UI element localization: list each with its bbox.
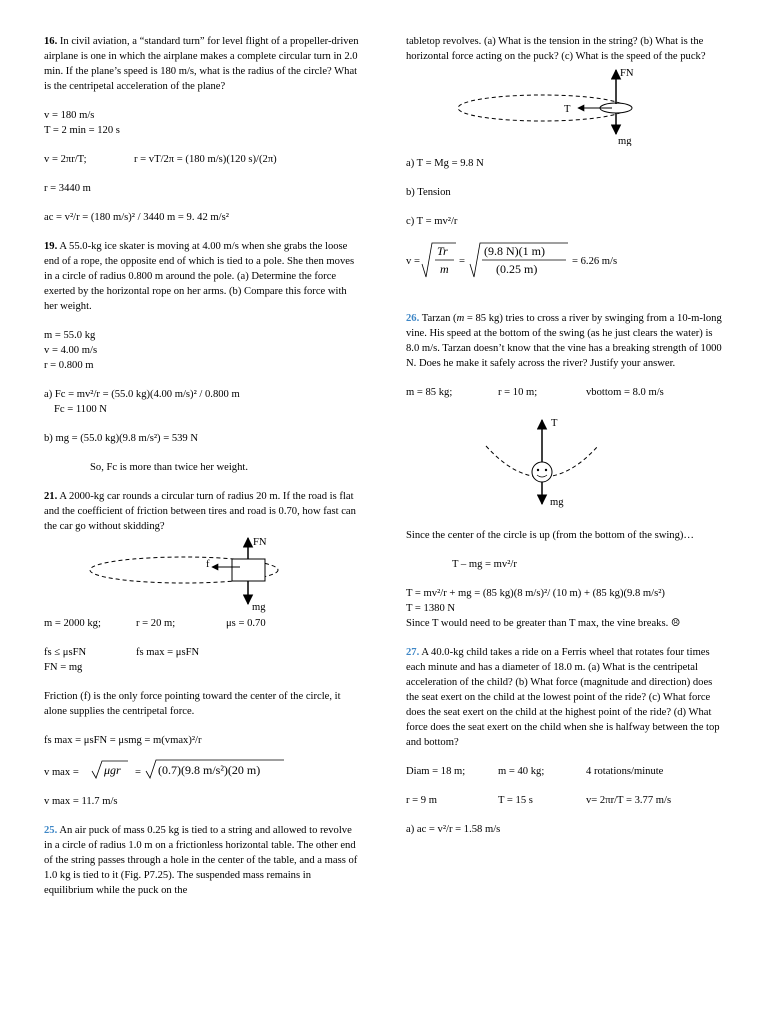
p21-line: fs max = μsFN = μsmg = m(vmax)²/r [44,735,202,746]
svg-text:v =: v = [406,256,420,267]
problem-19-number: 19. [44,241,58,252]
svg-text:=: = [459,256,465,267]
tarzan-force-diagram [406,400,724,518]
car-force-diagram [44,534,362,616]
problem-25-text: 25. An air puck of mass 0.25 kg is tied to a string and allowed to revolve in a circle of radius 1.0 m on a frictionless horizontal table. The other end of the string passes through a hole in the center of the table, and a mass of 1.0 kg is tied to it (Fig. P7.25). The suspended mass remains in equilibrium while the puck on the [44,825,358,896]
problem-26-text: 26. Tarzan (m = 85 kg) tries to cross a river by swinging from a 10-m-long vine. His speed at the bottom of the swing (as he just clears the water) is 8.0 m/s. Tarzan doesn’t know that the vine has a breaking strength of 1000 N. Does he make it safely across the river? Justify your answer. [406,313,722,369]
p16-line: ac = v²/r = (180 m/s)² / 3440 m = 9. 42 m/s² [44,212,229,223]
p21-line: Friction (f) is the only force pointing toward the center of the circle, it alone supplies the centripetal force. [44,691,341,717]
p16-line: T = 2 min = 120 s [44,125,120,136]
p25-line: a) T = Mg = 9.8 N [406,158,484,169]
problem-16-text: 16. In civil aviation, a “standard turn” for level flight of a propeller-driven airplane is one in which the airplane makes a complete circular turn in 2.0 min. If the plane’s speed is 180 m/s, what is the radius of the circle? What is the centripetal acceleration of the plane? [44,36,359,92]
p19-line: r = 0.800 m [44,360,94,371]
left-column [44,34,362,898]
svg-text:= 6.26 m/s: = 6.26 m/s [572,256,618,267]
p19-line: So, Fc is more than twice her weight. [90,462,248,473]
vmax-equation [44,758,362,784]
problem-26-number: 26. [406,313,420,324]
svg-text:(0.7)(9.8 m/s²)(20 m): (0.7)(9.8 m/s²)(20 m) [158,763,261,777]
svg-text:Tr: Tr [437,244,448,258]
p26-line: Since the center of the circle is up (from the bottom of the swing)… [406,530,695,541]
weight-label: mg [618,136,632,146]
p19-line: v = 4.00 m/s [44,345,98,356]
problem-19-text: 19. A 55.0-kg ice skater is moving at 4.00 m/s when she grabs the loose end of a rope, the opposite end of which is tied to a pole. She then moves in a circle of radius 0.800 m around the pole. (a) Determine the force exerted by the horizontal rope on her arms. (b) Compare this force with her weight. [44,241,355,312]
puck-speed-equation [406,239,724,283]
tension-label: T [564,104,571,115]
p27-line: Diam = 18 m; m = 40 kg; 4 rotations/minute [406,766,664,777]
problem-21-number: 21. [44,491,58,502]
smiley-eye [537,469,539,471]
right-column [406,34,724,837]
svg-text:(0.25 m): (0.25 m) [496,262,538,276]
friction-label: f [206,559,210,570]
svg-text:μgr: μgr [104,763,121,777]
p16-line: v = 180 m/s [44,110,95,121]
p27-line: r = 9 m T = 15 s v= 2πr/T = 3.77 m/s [406,795,672,806]
svg-text:v max =: v max = [44,767,79,778]
svg-text:=: = [135,767,141,778]
p27-line: a) ac = v²/r = 1.58 m/s [406,824,501,835]
normal-force-label: FN [253,537,267,548]
problem-27-number: 27. [406,647,420,658]
p26-line: T = 1380 N [406,603,456,614]
p16-line: v = 2πr/T; r = vT/2π = (180 m/s)(120 s)/(2π) [44,154,277,165]
problem-25-continued: tabletop revolves. (a) What is the tension in the string? (b) What is the horizontal force acting on the puck? (c) What is the speed of the puck? [406,36,706,62]
p19-line: b) mg = (55.0 kg)(9.8 m/s²) = 539 N [44,433,199,444]
p26-line: T – mg = mv²/r [452,559,517,570]
puck-force-diagram [406,64,724,146]
p19-line: m = 55.0 kg [44,330,96,341]
problem-25-number: 25. [44,825,58,836]
p26-line: Since T would need to be greater than T max, the vine breaks. ☹ [406,618,681,629]
car-box [232,559,265,581]
p21-line: m = 2000 kg; r = 20 m; μs = 0.70 [44,618,266,629]
p21-line: fs ≤ μsFN fs max = μsFN [44,647,200,658]
p19-line: Fc = 1100 N [54,404,107,415]
p25-line: c) T = mv²/r [406,216,458,227]
p21-line: v max = 11.7 m/s [44,796,118,807]
problem-27-text: 27. A 40.0-kg child takes a ride on a Ferris wheel that rotates four times each minute and has a diameter of 18.0 m. (a) What is the centripetal acceleration of the child? (b) What force (magnitude and direction) does the seat exert on the child at the lowest point of the ride? (c) What force does the seat exert on the child at the highest point of the ride? (d) What force does the seat exert on the child when she is halfway between the top and bottom? [406,647,720,748]
tension-label: T [551,418,558,429]
svg-text:m: m [440,262,449,276]
weight-label: mg [252,602,266,613]
p16-line: r = 3440 m [44,183,91,194]
problem-21-text: 21. A 2000-kg car rounds a circular turn of radius 20 m. If the road is flat and the coefficient of friction between tires and road is 0.70, how fast can the car go without skidding? [44,491,356,532]
p19-line: a) Fc = mv²/r = (55.0 kg)(4.00 m/s)² / 0.800 m [44,389,240,400]
weight-label: mg [550,497,564,508]
problem-16-number: 16. [44,36,58,47]
svg-text:(9.8 N)(1 m): (9.8 N)(1 m) [484,244,545,258]
tarzan-smiley [532,462,552,482]
p25-line: b) Tension [406,187,451,198]
p21-line: FN = mg [44,662,83,673]
p26-line: m = 85 kg; r = 10 m; vbottom = 8.0 m/s [406,387,664,398]
p26-line: T = mv²/r + mg = (85 kg)(8 m/s)²/ (10 m) + (85 kg)(9.8 m/s²) [406,588,665,599]
normal-force-label: FN [620,68,634,79]
smiley-eye [545,469,547,471]
